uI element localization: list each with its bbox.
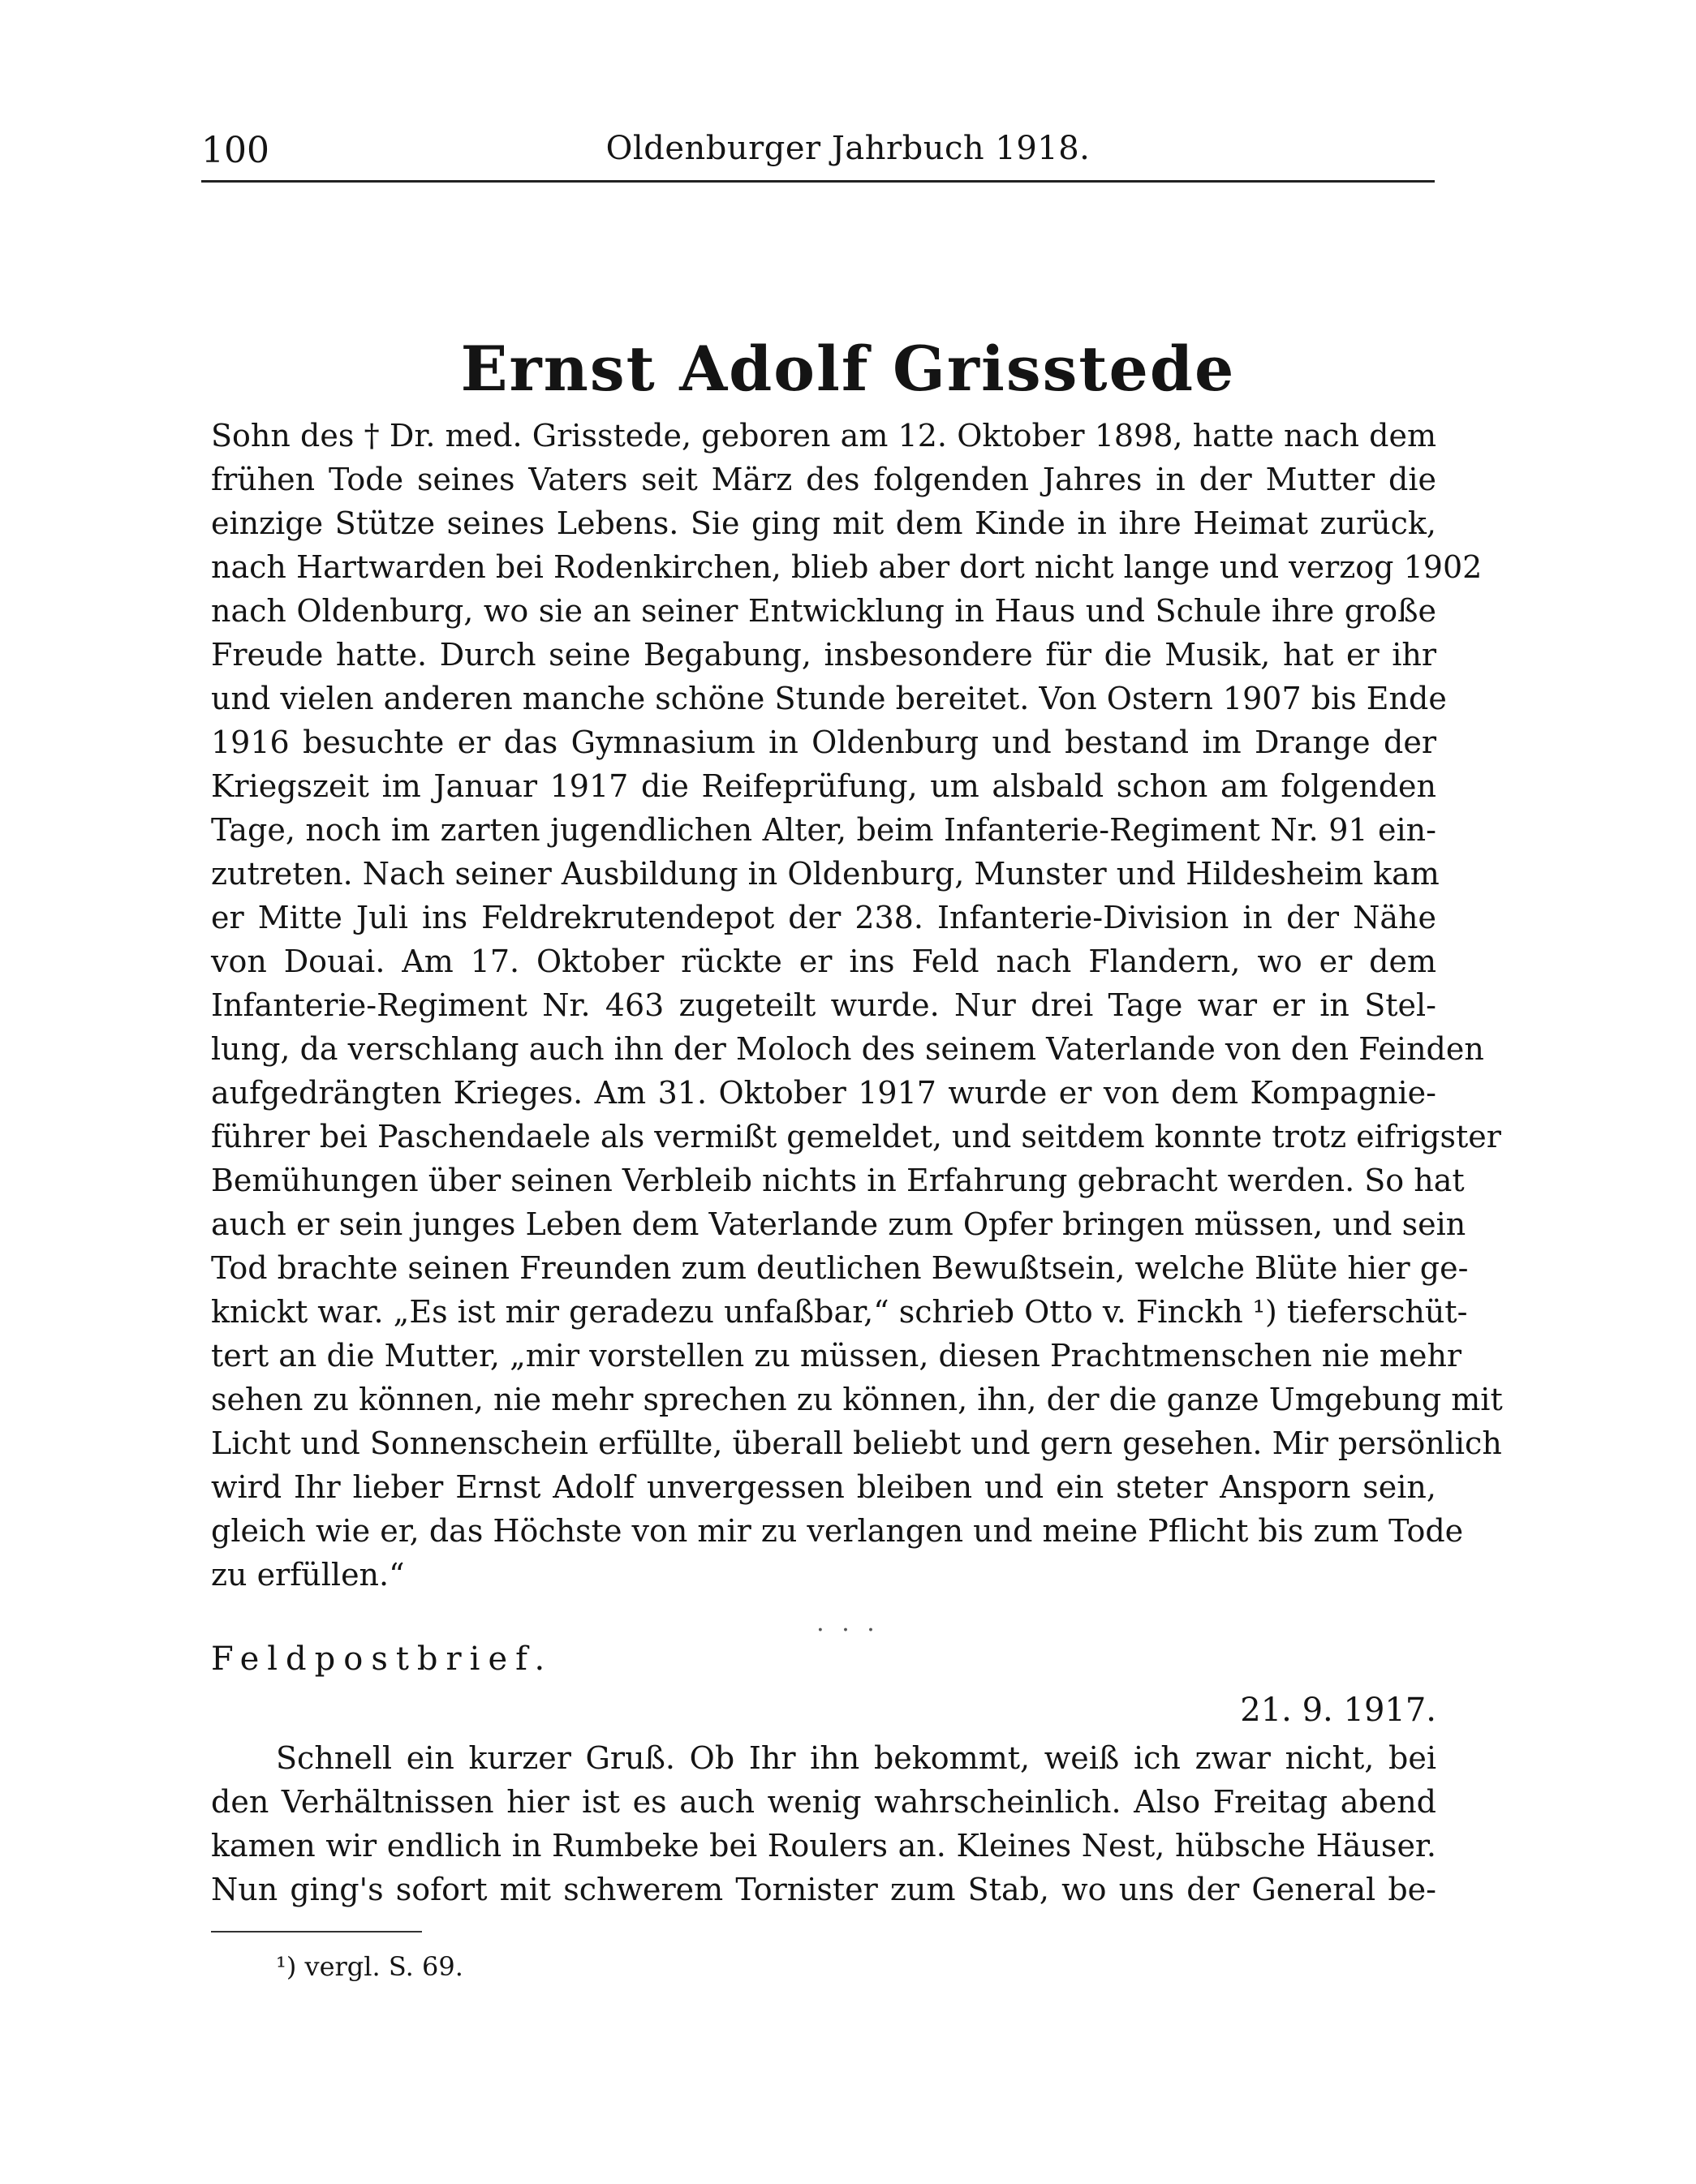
body-line: von Douai. Am 17. Oktober rückte er ins Feld nach Flandern, wo er dem: [211, 944, 1436, 979]
body-line: Sohn des † Dr. med. Grisstede, geboren am 12. Oktober 1898, hatte nach dem: [211, 418, 1436, 454]
body-line: lung, da verschlang auch ihn der Moloch des seinem Vaterlande von den Feinden: [211, 1031, 1484, 1067]
body-line: Tage, noch im zarten jugendlichen Alter, beim Infanterie-Regiment Nr. 91 ein-: [211, 812, 1436, 848]
section-separator: · · ·: [816, 1616, 880, 1644]
body-line: tert an die Mutter, „mir vorstellen zu müssen, diesen Prachtmenschen nie mehr: [211, 1338, 1462, 1374]
body-line: Infanterie-Regiment Nr. 463 zugeteilt wurde. Nur drei Tage war er in Stel-: [211, 987, 1436, 1023]
body-line: 1916 besuchte er das Gymnasium in Oldenburg und bestand im Drange der: [211, 724, 1436, 760]
letter-line: kamen wir endlich in Rumbeke bei Roulers an. Kleines Nest, hübsche Häuser.: [211, 1828, 1436, 1864]
body-line: nach Oldenburg, wo sie an seiner Entwicklung in Haus und Schule ihre große: [211, 593, 1436, 629]
body-line: einzige Stütze seines Lebens. Sie ging mit dem Kinde in ihre Heimat zurück,: [211, 505, 1436, 541]
letter-line: Nun ging's sofort mit schwerem Tornister zum Stab, wo uns der General be-: [211, 1872, 1436, 1907]
body-line: zu erfüllen.“: [211, 1557, 405, 1593]
body-line: Bemühungen über seinen Verbleib nichts in Erfahrung gebracht werden. So hat: [211, 1163, 1465, 1198]
body-line: führer bei Paschendaele als vermißt gemeldet, und seitdem konnte trotz eifrigster: [211, 1119, 1501, 1154]
body-line: und vielen anderen manche schöne Stunde bereitet. Von Ostern 1907 bis Ende: [211, 681, 1447, 716]
body-line: Tod brachte seinen Freunden zum deutlichen Bewußtsein, welche Blüte hier ge-: [211, 1250, 1469, 1286]
body-line: er Mitte Juli ins Feldrekrutendepot der 238. Infanterie-Division in der Nähe: [211, 900, 1436, 935]
header-rule: [201, 180, 1435, 183]
letter-line: den Verhältnissen hier ist es auch wenig wahrscheinlich. Also Freitag abend: [211, 1784, 1436, 1820]
body-line: sehen zu können, nie mehr sprechen zu können, ihn, der die ganze Umgebung mit: [211, 1382, 1503, 1417]
body-line: Freude hatte. Durch seine Begabung, insbesondere für die Musik, hat er ihr: [211, 637, 1436, 673]
article-body: [211, 414, 1503, 1597]
running-head: Oldenburger Jahrbuch 1918.: [605, 130, 1091, 167]
page-number: 100: [201, 130, 269, 171]
letter-line: Schnell ein kurzer Gruß. Ob Ihr ihn bekommt, weiß ich zwar nicht, bei: [276, 1740, 1436, 1776]
letter-body: [211, 1736, 1436, 1911]
body-line: frühen Tode seines Vaters seit März des folgenden Jahres in der Mutter die: [211, 462, 1436, 497]
body-line: knickt war. „Es ist mir geradezu unfaßbar,“ schrieb Otto v. Finckh ¹) tieferschüt-: [211, 1294, 1468, 1330]
letter-heading: Feldpostbrief.: [211, 1640, 553, 1678]
body-line: aufgedrängten Krieges. Am 31. Oktober 1917 wurde er von dem Kompagnie-: [211, 1075, 1436, 1111]
letter-date: 21. 9. 1917.: [1240, 1692, 1436, 1729]
body-line: zutreten. Nach seiner Ausbildung in Oldenburg, Munster und Hildesheim kam: [211, 856, 1440, 892]
body-line: auch er sein junges Leben dem Vaterlande zum Opfer bringen müssen, und sein: [211, 1206, 1466, 1242]
article-title: Ernst Adolf Grisstede: [460, 333, 1236, 405]
body-line: Kriegszeit im Januar 1917 die Reifeprüfung, um alsbald schon am folgenden: [211, 768, 1436, 804]
body-line: Licht und Sonnenschein erfüllte, überall beliebt und gern gesehen. Mir persönlich: [211, 1425, 1502, 1461]
body-line: gleich wie er, das Höchste von mir zu verlangen und meine Pflicht bis zum Tode: [211, 1513, 1464, 1549]
footnote: ¹) vergl. S. 69.: [276, 1951, 463, 1982]
footnote-rule: [211, 1931, 422, 1932]
body-line: nach Hartwarden bei Rodenkirchen, blieb aber dort nicht lange und verzog 1902: [211, 549, 1483, 585]
body-line: wird Ihr lieber Ernst Adolf unvergessen bleiben und ein steter Ansporn sein,: [211, 1469, 1436, 1505]
